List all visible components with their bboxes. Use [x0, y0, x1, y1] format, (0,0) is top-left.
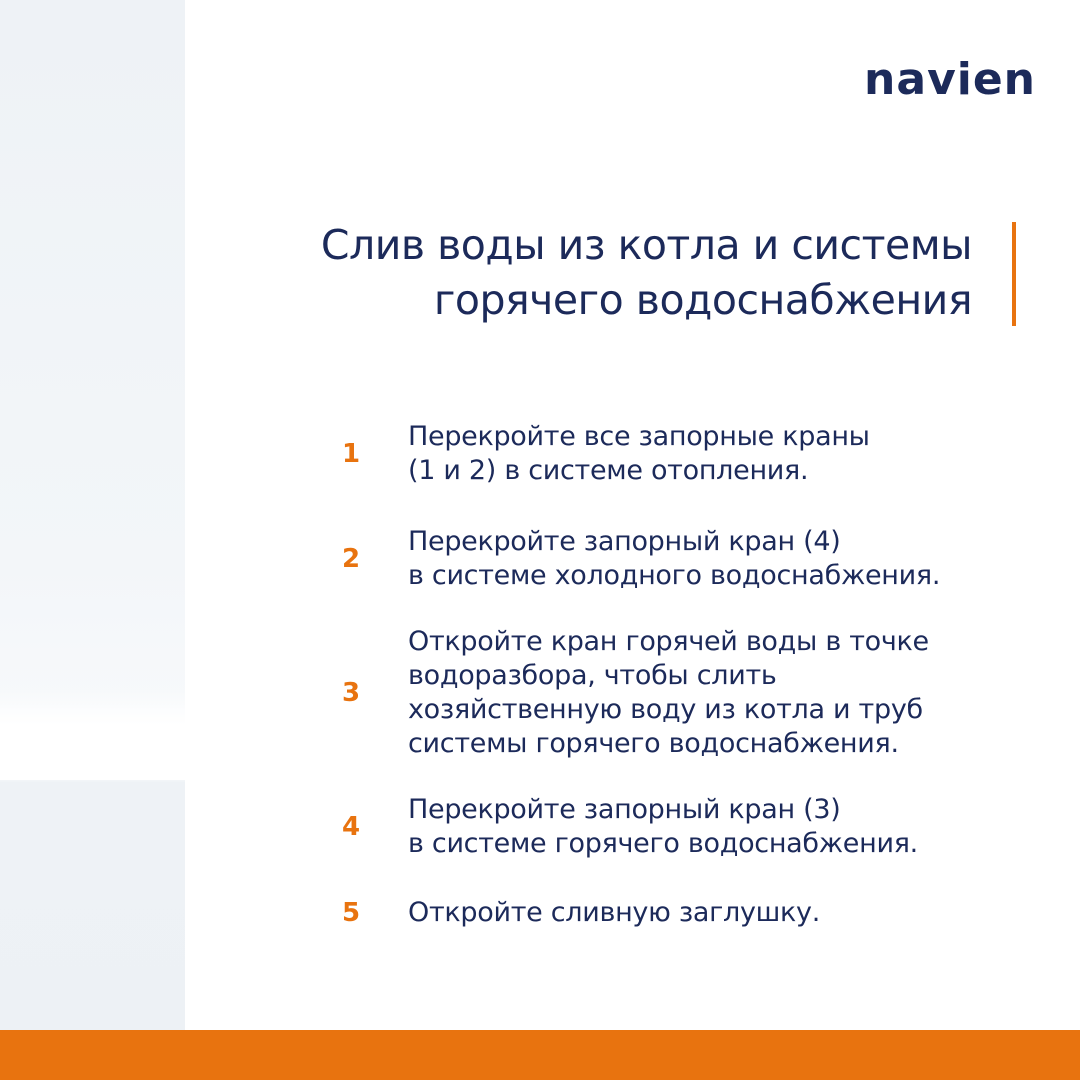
step-item	[336, 896, 1036, 930]
step-number: 4	[342, 812, 361, 842]
step-number: 5	[342, 898, 361, 928]
step-number: 2	[342, 544, 361, 574]
navien-logo: navien	[864, 54, 1036, 105]
step-text: Перекройте все запорные краны (1 и 2) в системе отопления.	[408, 421, 870, 486]
step-text: Откройте сливную заглушку.	[408, 897, 821, 928]
bottom-accent-bar	[0, 1030, 1080, 1080]
step-text: Откройте кран горячей воды в точке водоразбора, чтобы слить хозяйственную воду из котла и труб системы горячего водоснабжения.	[408, 626, 929, 759]
step-item	[336, 793, 1036, 861]
step-item	[336, 420, 1036, 488]
step-number: 3	[342, 678, 361, 708]
step-number: 1	[342, 439, 361, 469]
step-item	[336, 625, 1036, 761]
step-item	[336, 525, 1036, 593]
step-text: Перекройте запорный кран (3) в системе горячего водоснабжения.	[408, 794, 918, 859]
step-text: Перекройте запорный кран (4) в системе холодного водоснабжения.	[408, 526, 941, 591]
page-title: Слив воды из котла и системы горячего водоснабжения	[320, 221, 972, 324]
